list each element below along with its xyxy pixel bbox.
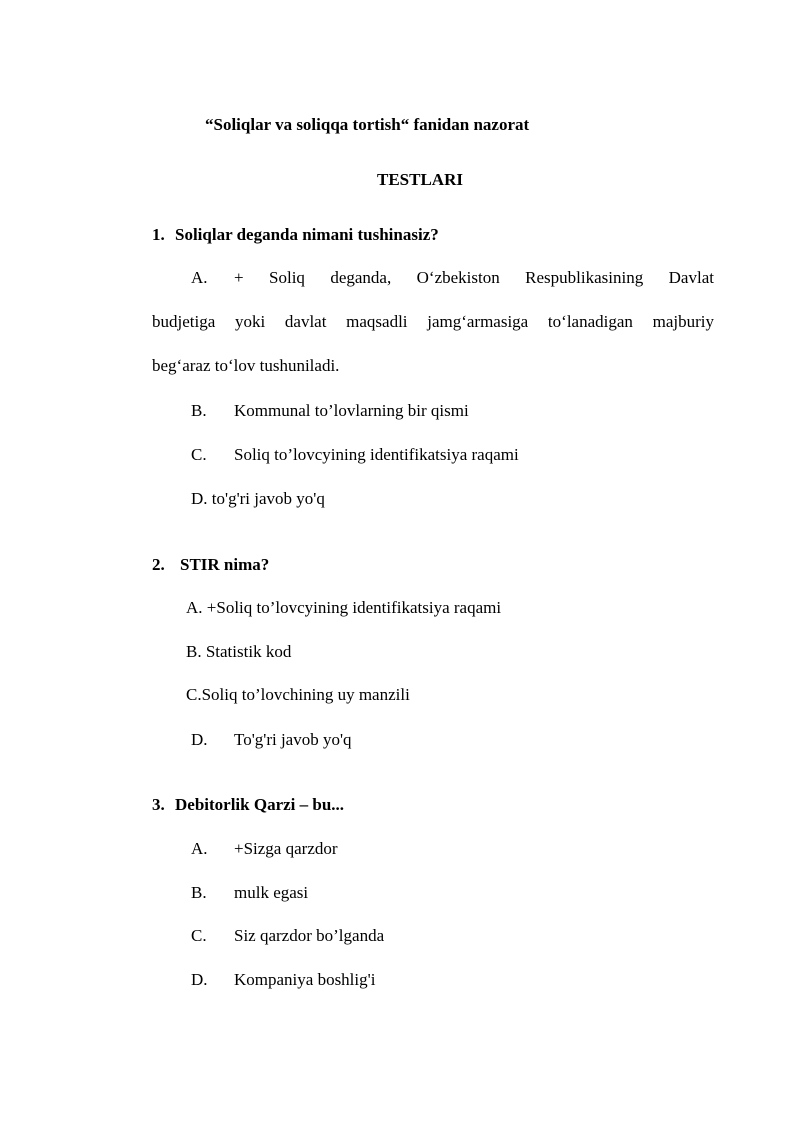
question-1-text: Soliqlar deganda nimani tushinasiz? [175, 225, 439, 244]
option-a-letter: A. [191, 839, 208, 858]
option-b-text: Kommunal to’lovlarning bir qismi [234, 401, 469, 420]
option-c-letter: C. [191, 926, 207, 945]
option-a-word: Soliq [269, 268, 305, 287]
option-a-line-1 [234, 268, 714, 288]
option-b-text: mulk egasi [234, 883, 309, 902]
question-1-option-d: D. to'g'ri javob yo'q [191, 489, 325, 508]
question-2-option-c: C.Soliq to’lovchining uy manzili [186, 685, 410, 704]
option-a-line-3: beg‘araz to‘lov tushuniladi. [152, 356, 340, 375]
option-b-letter: B. [191, 401, 207, 420]
question-3-text: Debitorlik Qarzi – bu... [175, 795, 345, 814]
option-a-word: deganda, [330, 268, 392, 287]
option-a-word: + [234, 268, 244, 287]
question-1-title [152, 225, 439, 245]
question-2-number: 2. [152, 555, 165, 574]
option-d-letter: D. [191, 970, 208, 989]
option-a-word: O‘zbekiston [416, 268, 500, 287]
option-a-letter: A. [191, 268, 208, 287]
option-a-word: Davlat [668, 268, 714, 287]
document-subtitle: TESTLARI [377, 170, 463, 189]
option-a-text: +Sizga qarzdor [234, 839, 338, 858]
document-title: “Soliqlar va soliqqa tortish“ fanidan nazorat [205, 115, 530, 134]
option-b-letter: B. [191, 883, 207, 902]
question-2-option-b: B. Statistik kod [186, 642, 292, 661]
option-a-line-2: budjetiga yoki davlat maqsadli jamg‘armasiga to‘lanadigan majburiy [152, 312, 714, 331]
option-a-word: Respublikasining [525, 268, 644, 287]
question-3-title [152, 795, 344, 815]
option-c-letter: C. [191, 445, 207, 464]
question-2-title [152, 555, 269, 575]
question-1-number: 1. [152, 225, 165, 244]
option-c-text: Siz qarzdor bo’lganda [234, 926, 385, 945]
option-d-text: To'g'ri javob yo'q [234, 730, 352, 749]
option-d-text: Kompaniya boshlig'i [234, 970, 376, 989]
question-3-number: 3. [152, 795, 165, 814]
option-d-letter: D. [191, 730, 208, 749]
question-2-option-a: A. +Soliq to’lovcyining identifikatsiya raqami [186, 598, 502, 617]
option-c-text: Soliq to’lovcyining identifikatsiya raqami [234, 445, 519, 464]
question-2-text: STIR nima? [180, 555, 270, 574]
